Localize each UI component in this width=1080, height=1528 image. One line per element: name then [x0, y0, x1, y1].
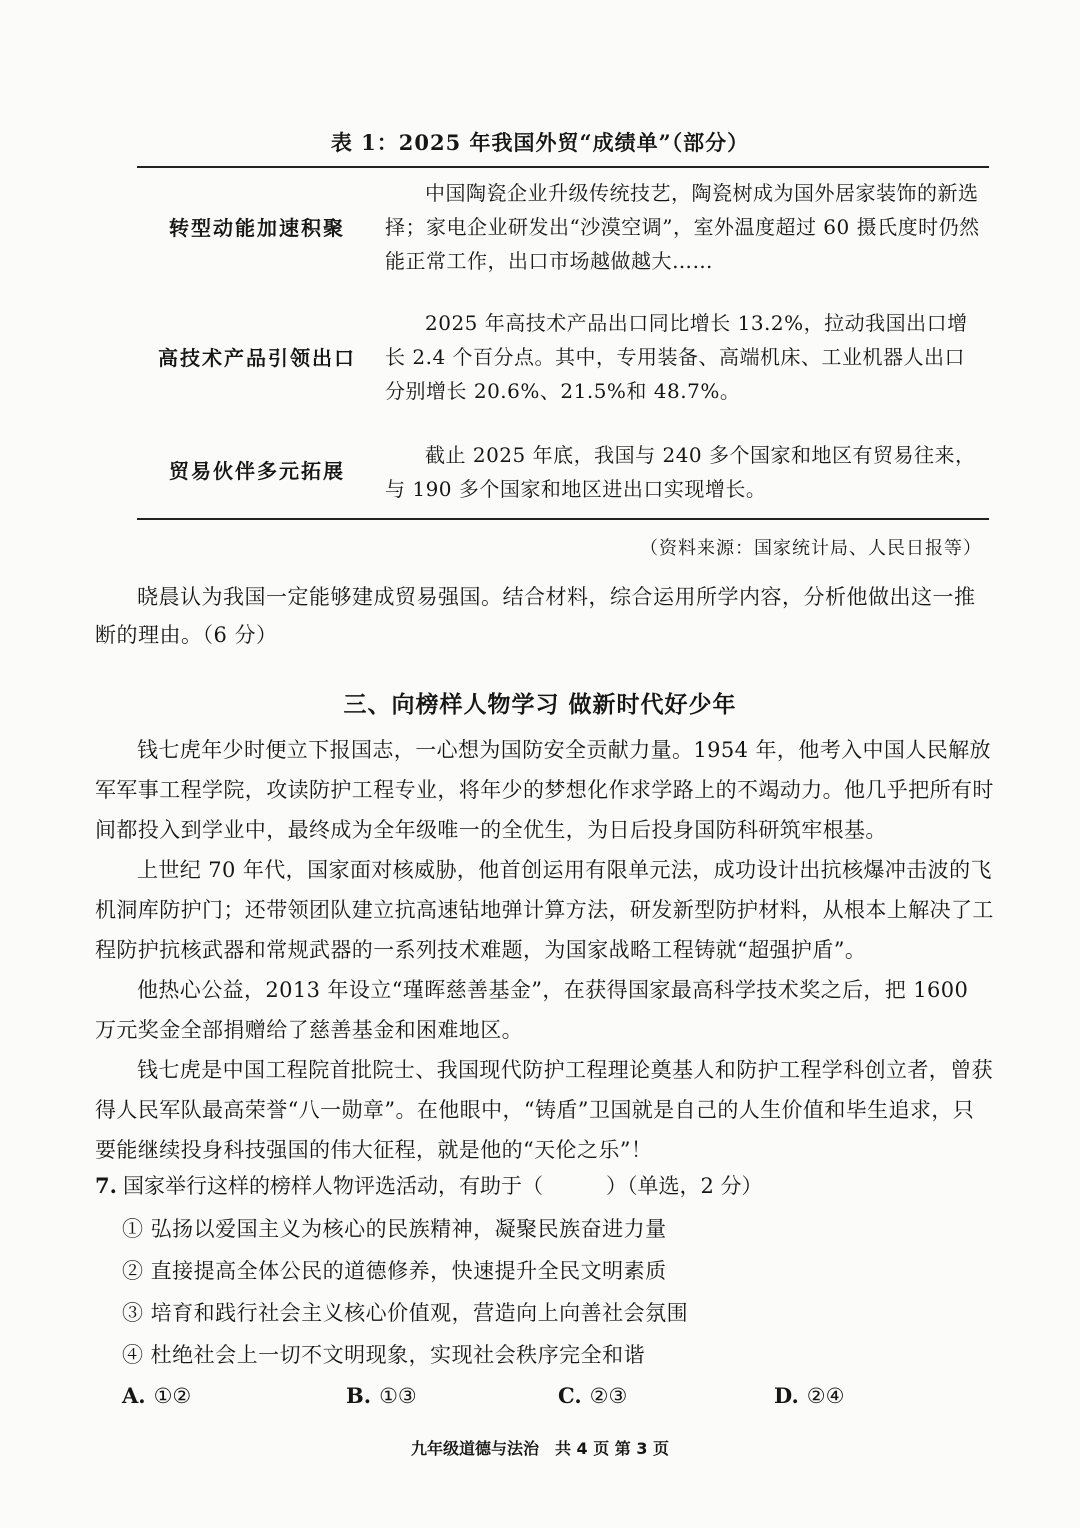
section-story [95, 730, 995, 1170]
choice-letter: C. [558, 1383, 582, 1408]
statement-item: ② 直接提高全体公民的道德修养，快速提升全民文明素质 [122, 1259, 667, 1283]
question-6: 晓晨认为我国一定能够建成贸易强国。结合材料，综合运用所学内容，分析他做出这一推断的理由。（6 分） [95, 585, 976, 647]
question-number: 7. [95, 1173, 117, 1198]
story-paragraph: 钱七虎是中国工程院首批院士、我国现代防护工程理论奠基人和防护工程学科创立者，曾获得人民军队最高荣誉“八一勋章”。在他眼中，“铸盾”卫国就是自己的人生价值和毕生追求，只要能继续投身科技强国的伟大征程，就是他的“天伦之乐”！ [95, 1058, 993, 1162]
choice-letter: B. [346, 1383, 372, 1408]
choice-c[interactable] [558, 1376, 627, 1416]
choice-d[interactable] [774, 1376, 844, 1416]
choice-letter: D. [774, 1383, 799, 1408]
table-row-content: 截止 2025 年底，我国与 240 多个国家和地区有贸易往来，与 190 多个国家和地区进出口实现增长。 [385, 443, 976, 501]
choice-value: ②③ [589, 1384, 628, 1408]
choice-letter: A. [122, 1383, 146, 1408]
table-row-content: 2025 年高技术产品出口同比增长 13.2%，拉动我国出口增长 2.4 个百分点。其中，专用装备、高端机床、工业机器人出口分别增长 20.6%、21.5%和 48.7%。 [385, 311, 968, 403]
choice-value: ①② [153, 1384, 192, 1408]
table-bottom-rule [137, 518, 989, 520]
table-source: （资料来源：国家统计局、人民日报等） [640, 538, 982, 559]
question-stem: 国家举行这样的榜样人物评选活动，有助于（ ）（单选，2 分） [123, 1174, 763, 1198]
story-paragraph: 他热心公益，2013 年设立“瑾晖慈善基金”，在获得国家最高科学技术奖之后，把 1600 万元奖金全部捐赠给了慈善基金和困难地区。 [95, 978, 969, 1042]
story-paragraph: 上世纪 70 年代，国家面对核威胁，他首创运用有限单元法，成功设计出抗核爆冲击波的飞机洞库防护门；还带领团队建立抗高速钻地弹计算方法，研发新型防护材料，从根本上解决了工程防护抗核武器和常规武器的一系列技术难题，为国家战略工程铸就“超强护盾”。 [95, 858, 994, 962]
table-row-label: 高技术产品引领出口 [158, 346, 356, 370]
statement-item: ④ 杜绝社会上一切不文明现象，实现社会秩序完全和谐 [122, 1343, 646, 1367]
question-7 [95, 1166, 995, 1206]
choice-value: ②④ [806, 1384, 845, 1408]
section-title: 三、向榜样人物学习 做新时代好少年 [343, 692, 737, 718]
choice-value: ①③ [379, 1384, 417, 1408]
table-row-label: 贸易伙伴多元拓展 [169, 459, 345, 483]
answer-choices [122, 1376, 982, 1416]
choice-a[interactable] [122, 1376, 191, 1416]
page-footer: 九年级道德与法治 共 4 页 第 3 页 [410, 1439, 670, 1458]
story-paragraph: 钱七虎年少时便立下报国志，一心想为国防安全贡献力量。1954 年，他考入中国人民解放军军事工程学院，攻读防护工程专业，将年少的梦想化作求学路上的不竭动力。他几乎把所有时间都投入到学业中，最终成为全年级唯一的全优生，为日后投身国防科研筑牢根基。 [95, 738, 994, 842]
statement-list [122, 1208, 982, 1376]
table-top-rule [137, 166, 989, 168]
table-title: 表 1：2025 年我国外贸“成绩单”（部分） [330, 130, 750, 155]
statement-item: ③ 培育和践行社会主义核心价值观，营造向上向善社会氛围 [122, 1301, 689, 1325]
table-row-label: 转型动能加速积聚 [169, 216, 345, 240]
choice-b[interactable] [346, 1376, 417, 1416]
statement-item: ① 弘扬以爱国主义为核心的民族精神，凝聚民族奋进力量 [122, 1217, 667, 1241]
table-row-content: 中国陶瓷企业升级传统技艺，陶瓷树成为国外居家装饰的新选择；家电企业研发出“沙漠空调”，室外温度超过 60 摄氏度时仍然能正常工作，出口市场越做越大…… [385, 181, 980, 273]
